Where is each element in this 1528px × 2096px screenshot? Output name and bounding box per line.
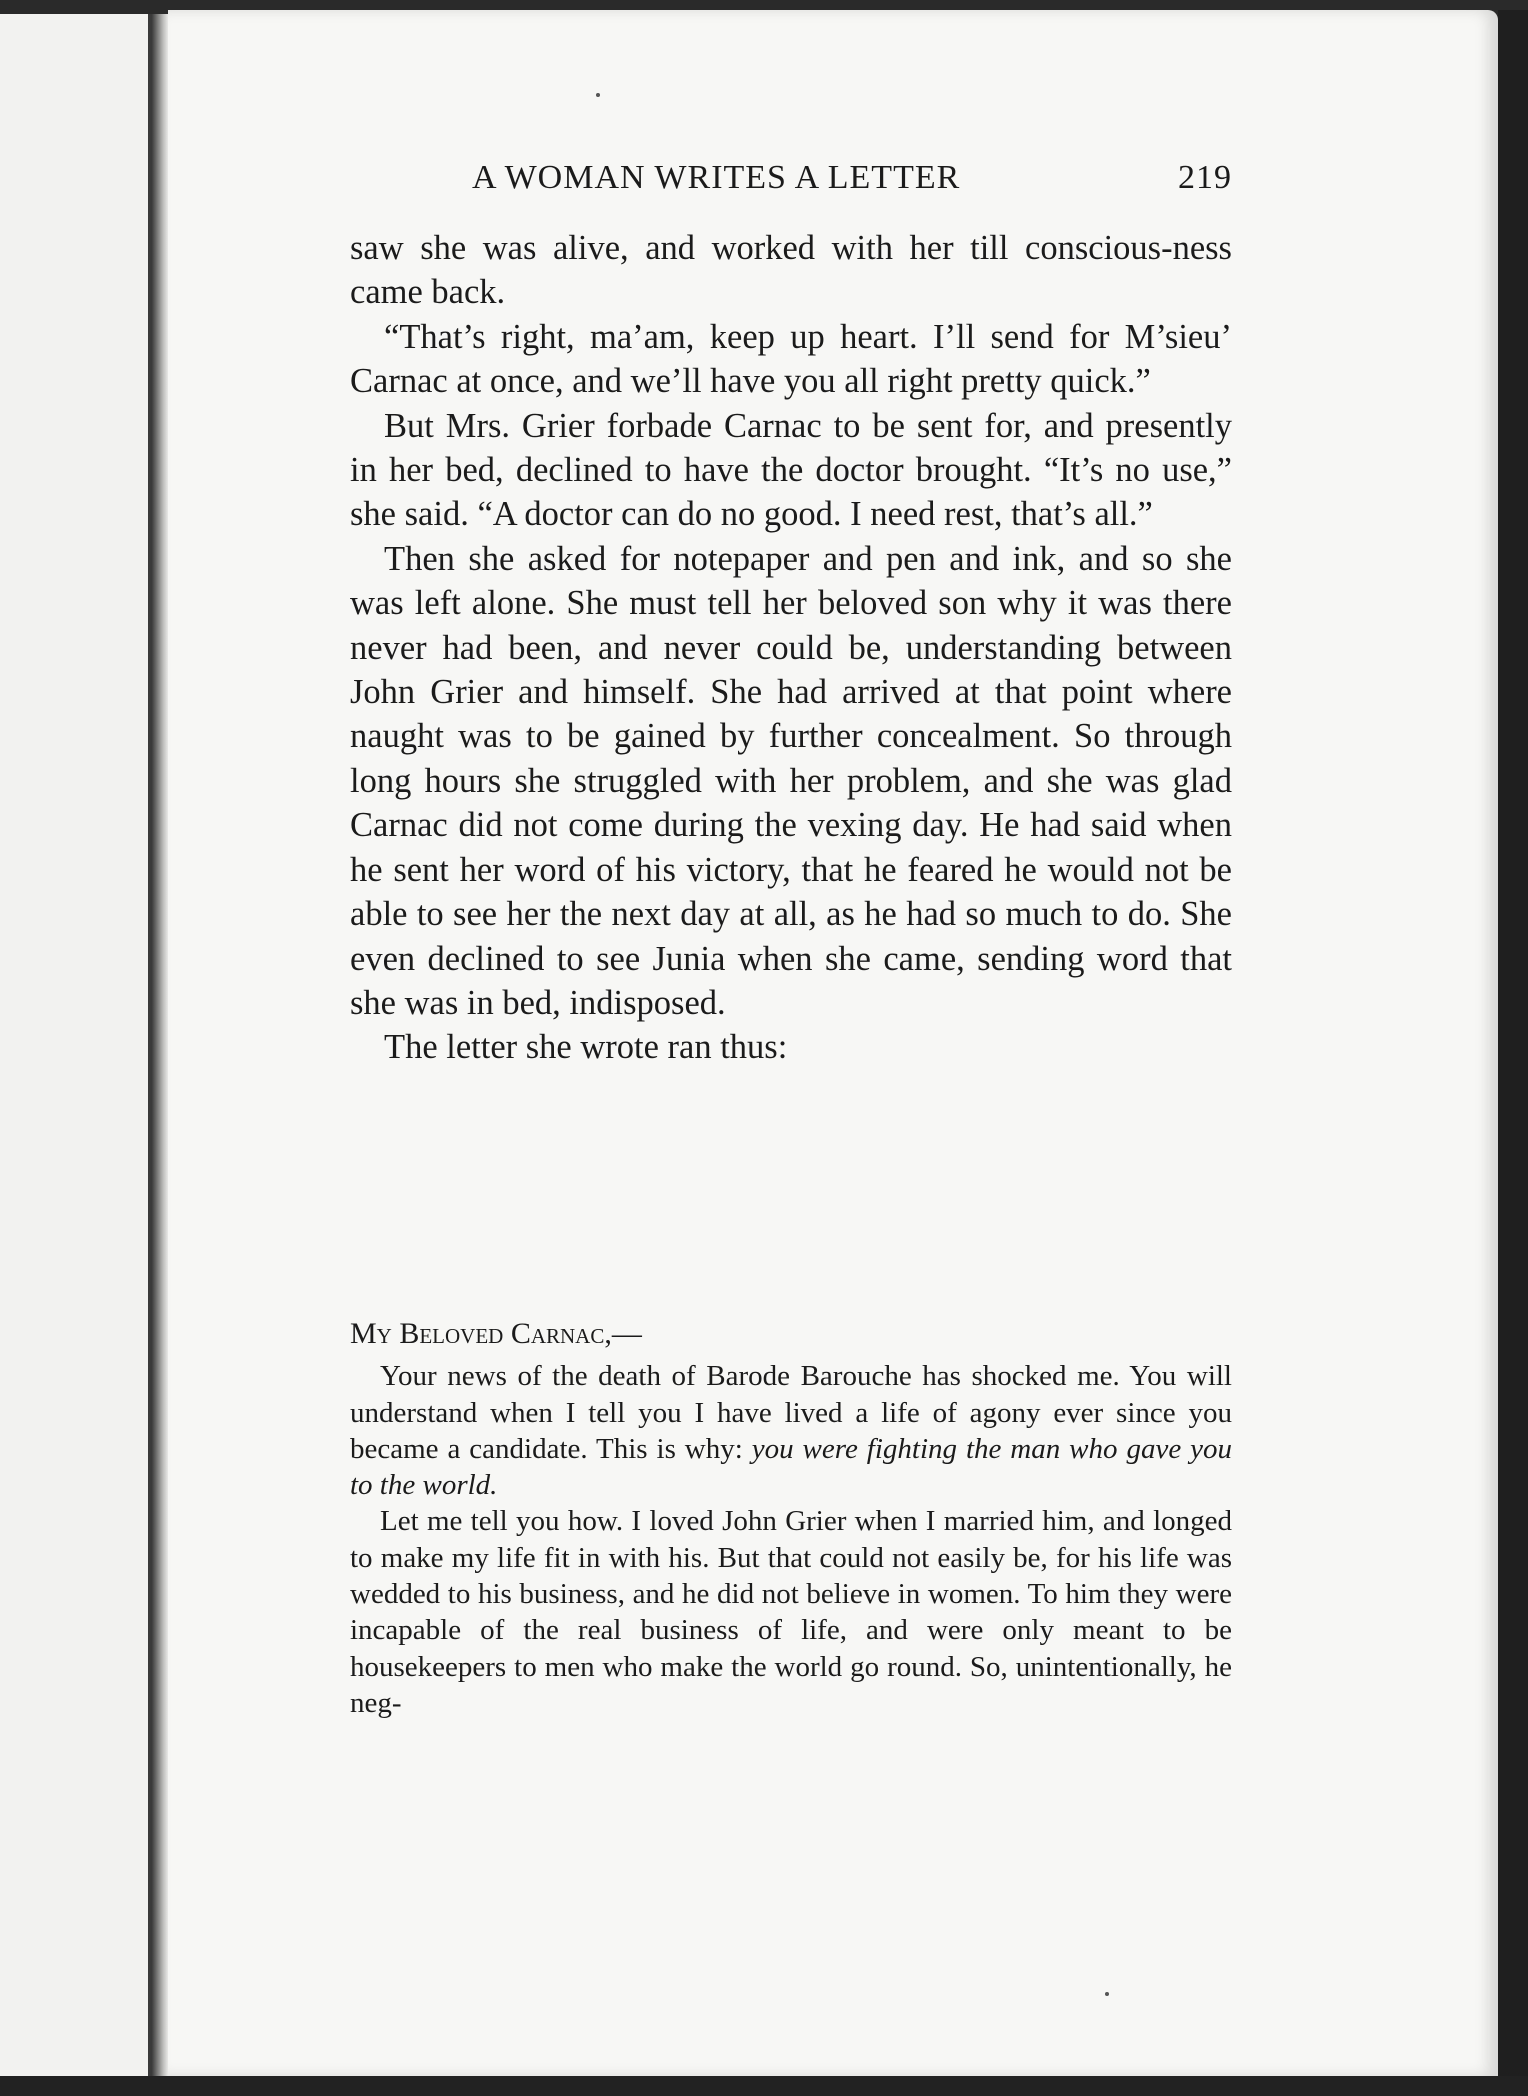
book-gutter — [152, 14, 168, 2076]
letter-italic-phrase: you were fighting the man who gave you to the world. — [350, 1432, 1232, 1502]
running-head — [350, 153, 1232, 203]
paragraph: saw she was alive, and worked with her till conscious-ness came back. — [350, 229, 1232, 312]
letter-salutation: My Beloved Carnac,— — [350, 1317, 642, 1350]
paragraph: The letter she wrote ran thus: — [384, 1028, 788, 1067]
letter-paragraph: Let me tell you how. I loved John Grier when I married him, and longed to make my life fit in with his. But that could not easily be, for his life was wedded to his business, and he did not believe in women. To him they were incapable of the real business of life, and were only meant to be housekeepers to men who make the world go round. So, unintentionally, he neg- — [350, 1505, 1232, 1719]
letter-text — [350, 1316, 1232, 1721]
paragraph: But Mrs. Grier forbade Carnac to be sent for, and presently in her bed, declined to have the doctor brought. “It’s no use,” she said. “A doctor can do no good. I need rest, that’s all.” — [350, 406, 1232, 534]
running-title: A WOMAN WRITES A LETTER — [472, 159, 961, 196]
page-number: 219 — [1178, 159, 1232, 196]
narrative-text — [350, 226, 1232, 1070]
letter-paragraph-text: Your news of the death of Barode Barouche has shocked me. You will understand when I tell you I have lived a life of agony ever since you became a candidate. This is why: — [350, 1360, 1232, 1465]
paper-speck — [1105, 1992, 1109, 1996]
paragraph: “That’s right, ma’am, keep up heart. I’ll send for M’sieu’ Carnac at once, and we’ll have you all right pretty quick.” — [350, 317, 1232, 401]
bottom-page-shadow — [0, 2076, 1528, 2096]
letter-paragraph — [350, 1358, 1232, 1503]
paper-speck — [596, 93, 600, 97]
paragraph: Then she asked for notepaper and pen and ink, and so she was left alone. She must tell her beloved son why it was there never had been, and never could be, understanding between John Grier and himself. She had arrived at that point where naught was to be gained by further concealment. So through long hours she struggled with her problem, and she was glad Carnac did not come during the vexing day. He had said when he sent her word of his victory, that he feared he would not be able to see her the next day at all, as he had so much to do. She even declined to see Junia when she came, sending word that she was in bed, indisposed. — [350, 539, 1232, 1022]
left-page-edge — [0, 14, 152, 2076]
right-page-shadow — [1498, 10, 1528, 2096]
